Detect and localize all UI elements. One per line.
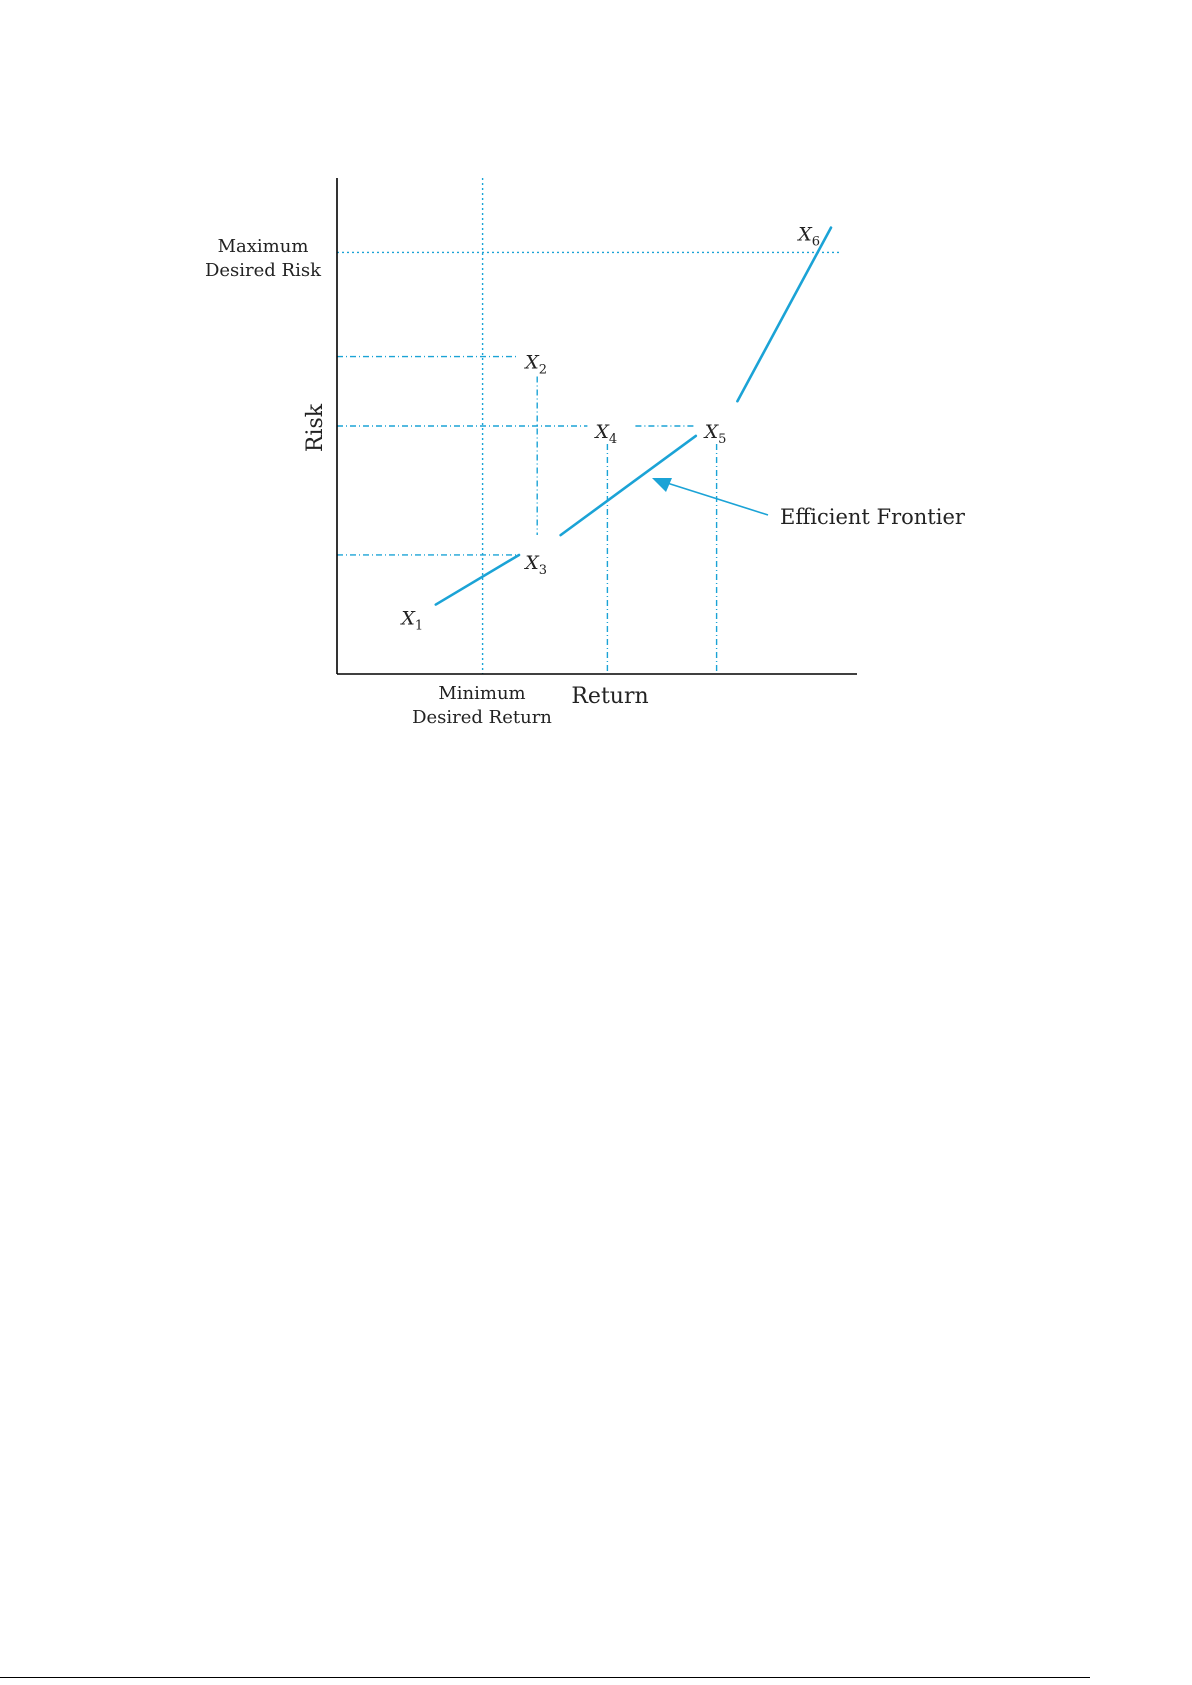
point-label-x5: $X_5$ (704, 421, 727, 447)
callout-arrowhead (652, 478, 672, 492)
frontier-segment-3 (737, 228, 831, 402)
point-label-x2: $X_2$ (525, 351, 548, 378)
point-label-x4: $X_4$ (595, 421, 618, 447)
y-axis-label: Risk (303, 403, 328, 453)
point-labels (399, 224, 820, 634)
x-axis-label: Return (571, 684, 649, 709)
projection-lines (337, 357, 717, 674)
reference-lines (337, 178, 840, 674)
max-risk-label-line2: Desired Risk (204, 260, 322, 281)
labels (205, 236, 966, 728)
frontier-line (436, 228, 831, 605)
min-return-label-line1: Minimum (438, 683, 526, 704)
min-return-label-line2: Desired Return (412, 707, 552, 728)
point-label-x6: $X_6$ (798, 223, 821, 250)
point-label-x1: $X_1$ (401, 607, 424, 634)
frontier-callout (652, 478, 768, 515)
efficient-frontier-chart (0, 0, 1192, 800)
footer-rule (0, 1677, 1090, 1678)
max-risk-label-line1: Maximum (217, 236, 309, 257)
frontier-label: Efficient Frontier (780, 505, 965, 529)
point-label-x3: $X_3$ (525, 551, 548, 578)
frontier-segment-1 (436, 555, 519, 605)
